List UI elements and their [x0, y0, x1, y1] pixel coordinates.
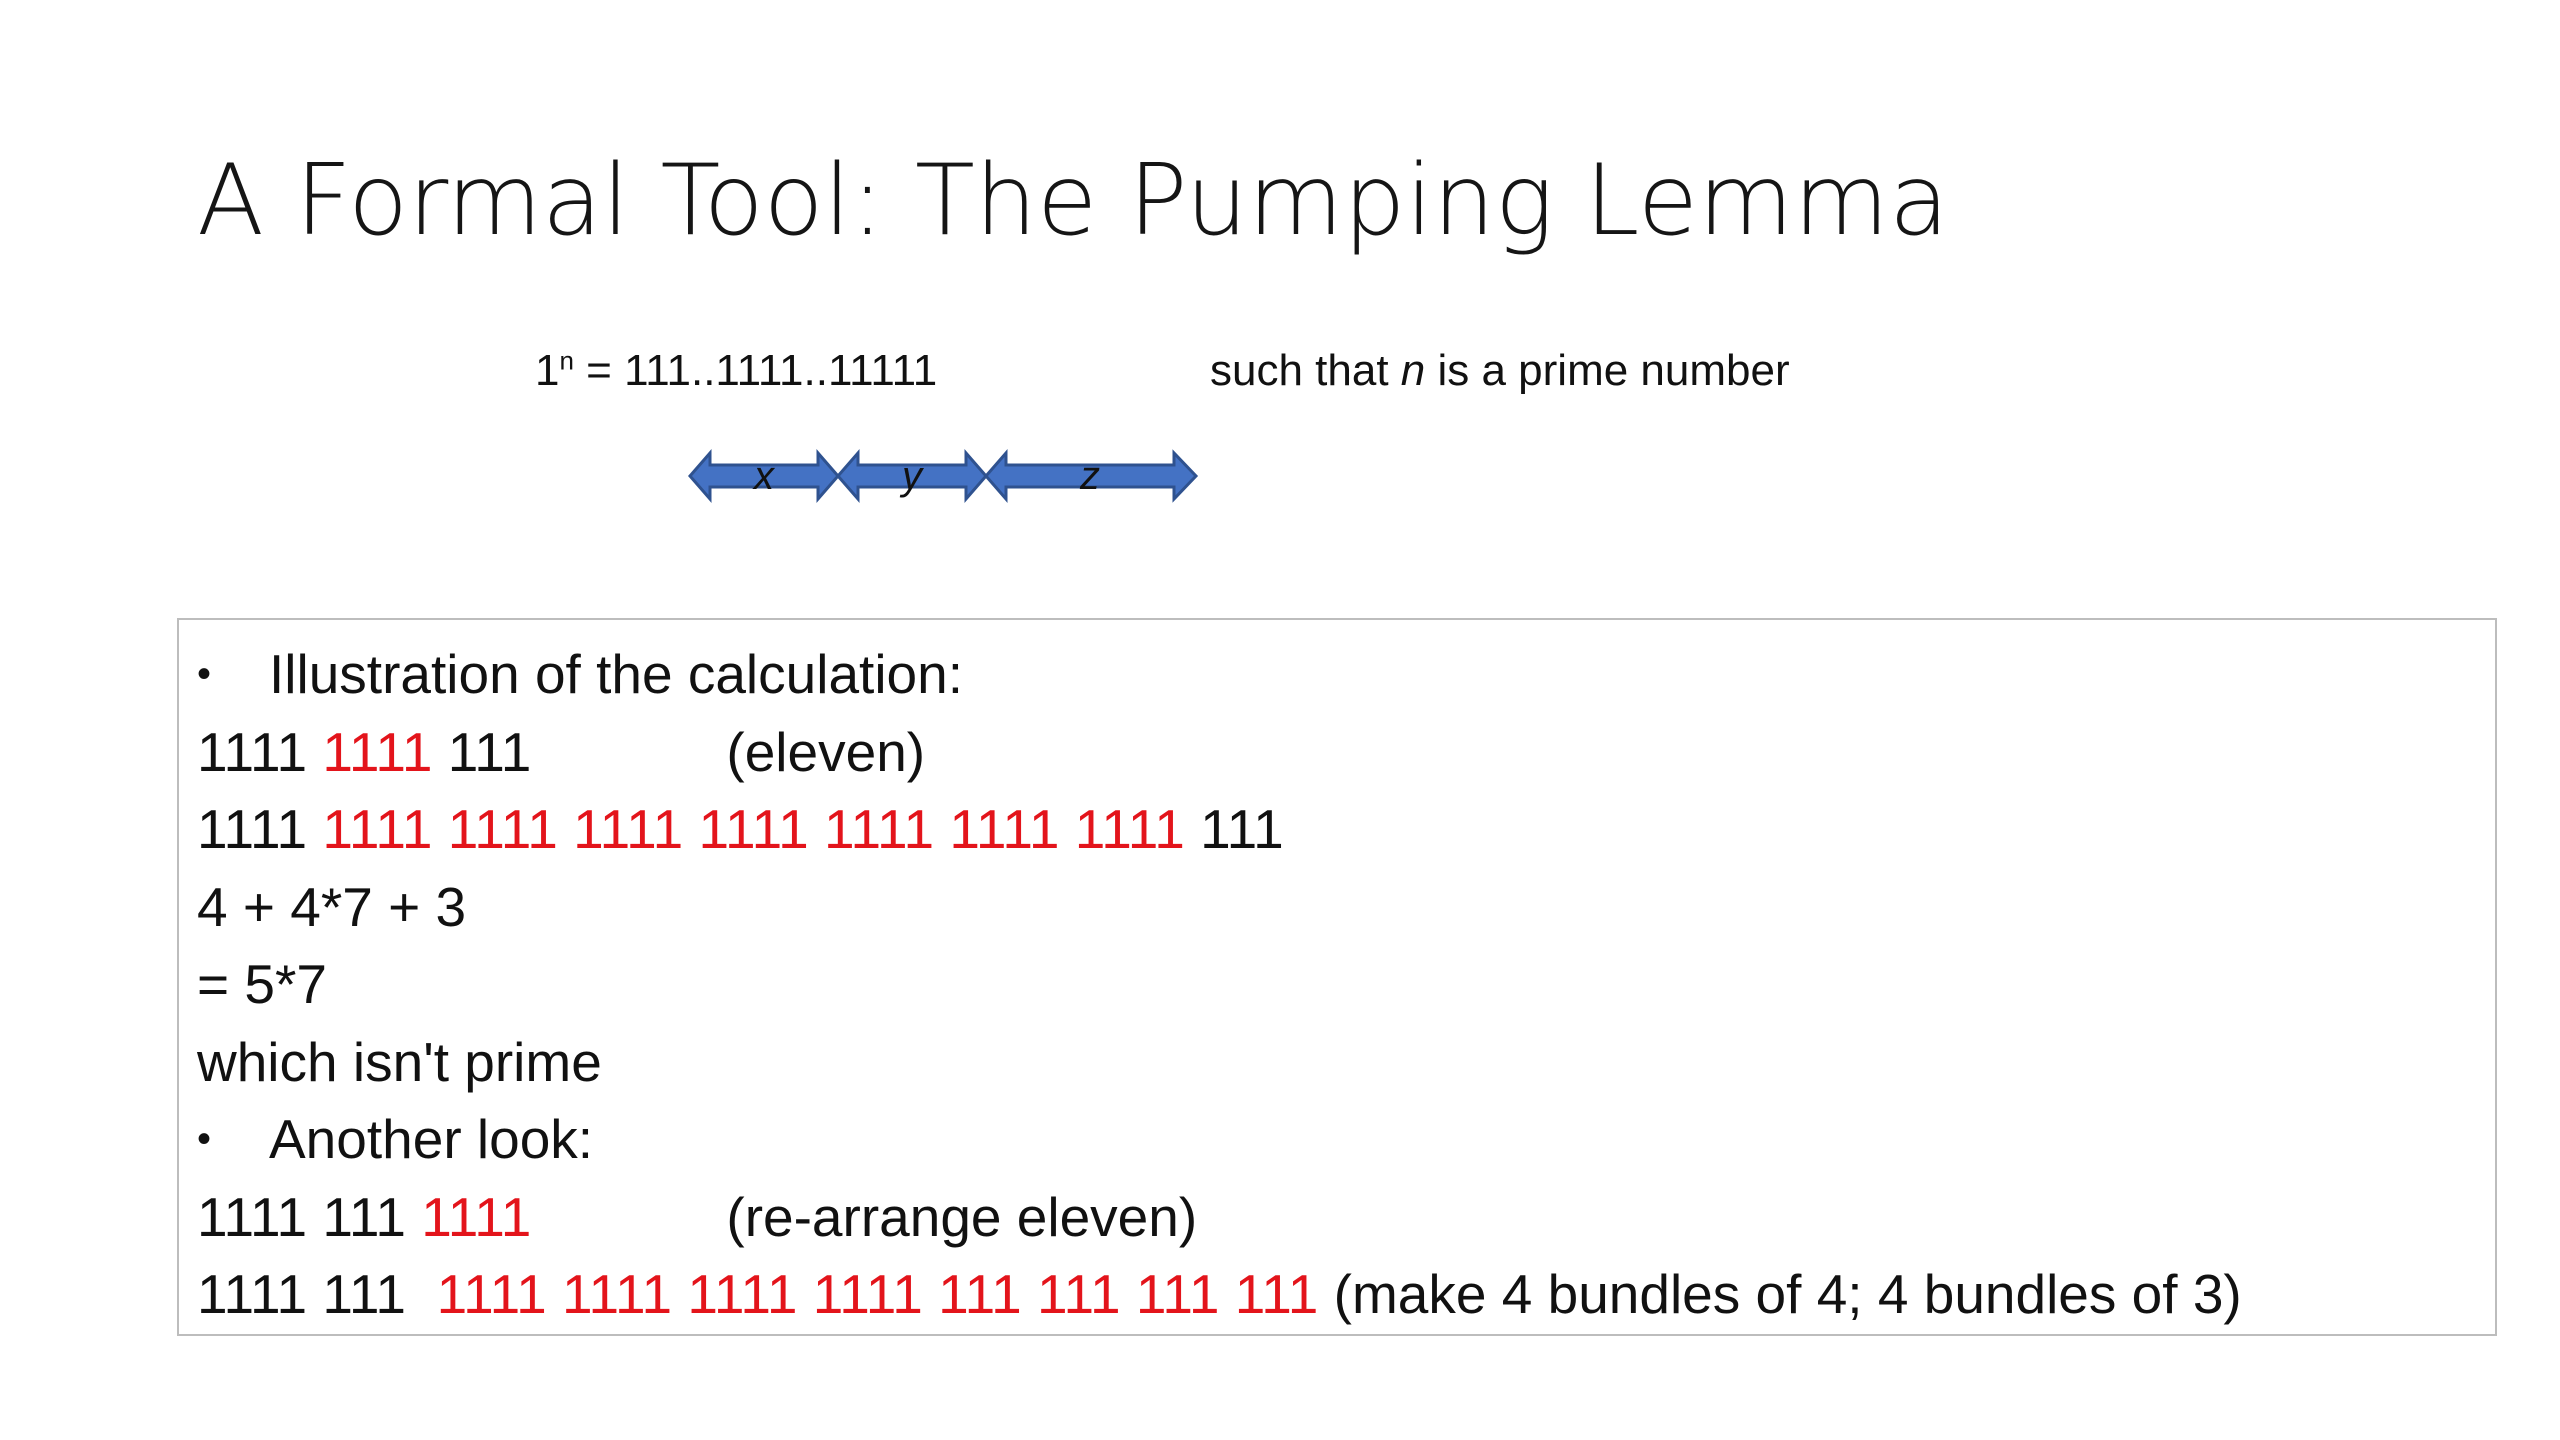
line-rearrange-note: (re-arrange eleven)	[726, 1185, 1198, 1248]
line-product: = 5*7	[197, 953, 327, 1015]
line-eleven-y: 1111	[322, 720, 433, 783]
line-bundles	[197, 1256, 2242, 1334]
z-arrow	[986, 453, 1196, 499]
condition-variable: n	[1400, 346, 1426, 395]
formula	[535, 345, 937, 398]
z-label: z	[1080, 454, 1100, 498]
line-eleven	[197, 714, 2242, 792]
line-rearrange-b: 1111	[421, 1185, 532, 1248]
line-pumped-z: 111	[1184, 798, 1284, 860]
x-label: x	[754, 454, 774, 498]
bullet-illustration	[197, 636, 2242, 714]
y-arrow	[838, 453, 986, 499]
condition-before: such that	[1210, 346, 1401, 395]
slide-title: A Formal Tool: The Pumping Lemma	[197, 144, 1950, 258]
line-bundles-note: (make 4 bundles of 4; 4 bundles of 3)	[1318, 1263, 2242, 1325]
bullet-illustration-text: Illustration of the calculation:	[269, 643, 963, 705]
bullet-another-look	[197, 1101, 2242, 1179]
line-eleven-x: 1111	[197, 720, 323, 783]
condition-after: is a prime number	[1425, 346, 1790, 395]
x-arrow	[690, 453, 838, 499]
line-rearrange	[197, 1179, 2242, 1257]
line-bundles-b: 1111 1111 1111 1111 111 111 111 111	[436, 1263, 1319, 1325]
xyz-arrows	[690, 445, 1200, 507]
bullet-another-look-text: Another look:	[269, 1108, 594, 1170]
line-sum: 4 + 4*7 + 3	[197, 875, 467, 938]
formula-exponent: n	[559, 345, 574, 376]
bullet-dot-icon: •	[197, 1117, 212, 1161]
line-pumped	[197, 791, 2242, 869]
line-not-prime: which isn't prime	[197, 1030, 602, 1093]
calculation-lines	[197, 636, 2242, 1334]
line-rearrange-a: 1111 111	[197, 1185, 422, 1248]
formula-rest: = 111..1111..11111	[573, 346, 938, 395]
line-pumped-y: 1111 1111 1111 1111 1111 1111 1111	[322, 798, 1185, 860]
prime-condition	[1210, 345, 1790, 398]
line-eleven-note: (eleven)	[726, 720, 926, 783]
line-bundles-a: 1111 111	[197, 1263, 437, 1325]
y-label: y	[902, 454, 922, 498]
line-eleven-z: 111	[432, 720, 532, 783]
line-pumped-x: 1111	[197, 798, 323, 860]
formula-base: 1	[535, 346, 560, 395]
bullet-dot-icon: •	[197, 652, 212, 696]
